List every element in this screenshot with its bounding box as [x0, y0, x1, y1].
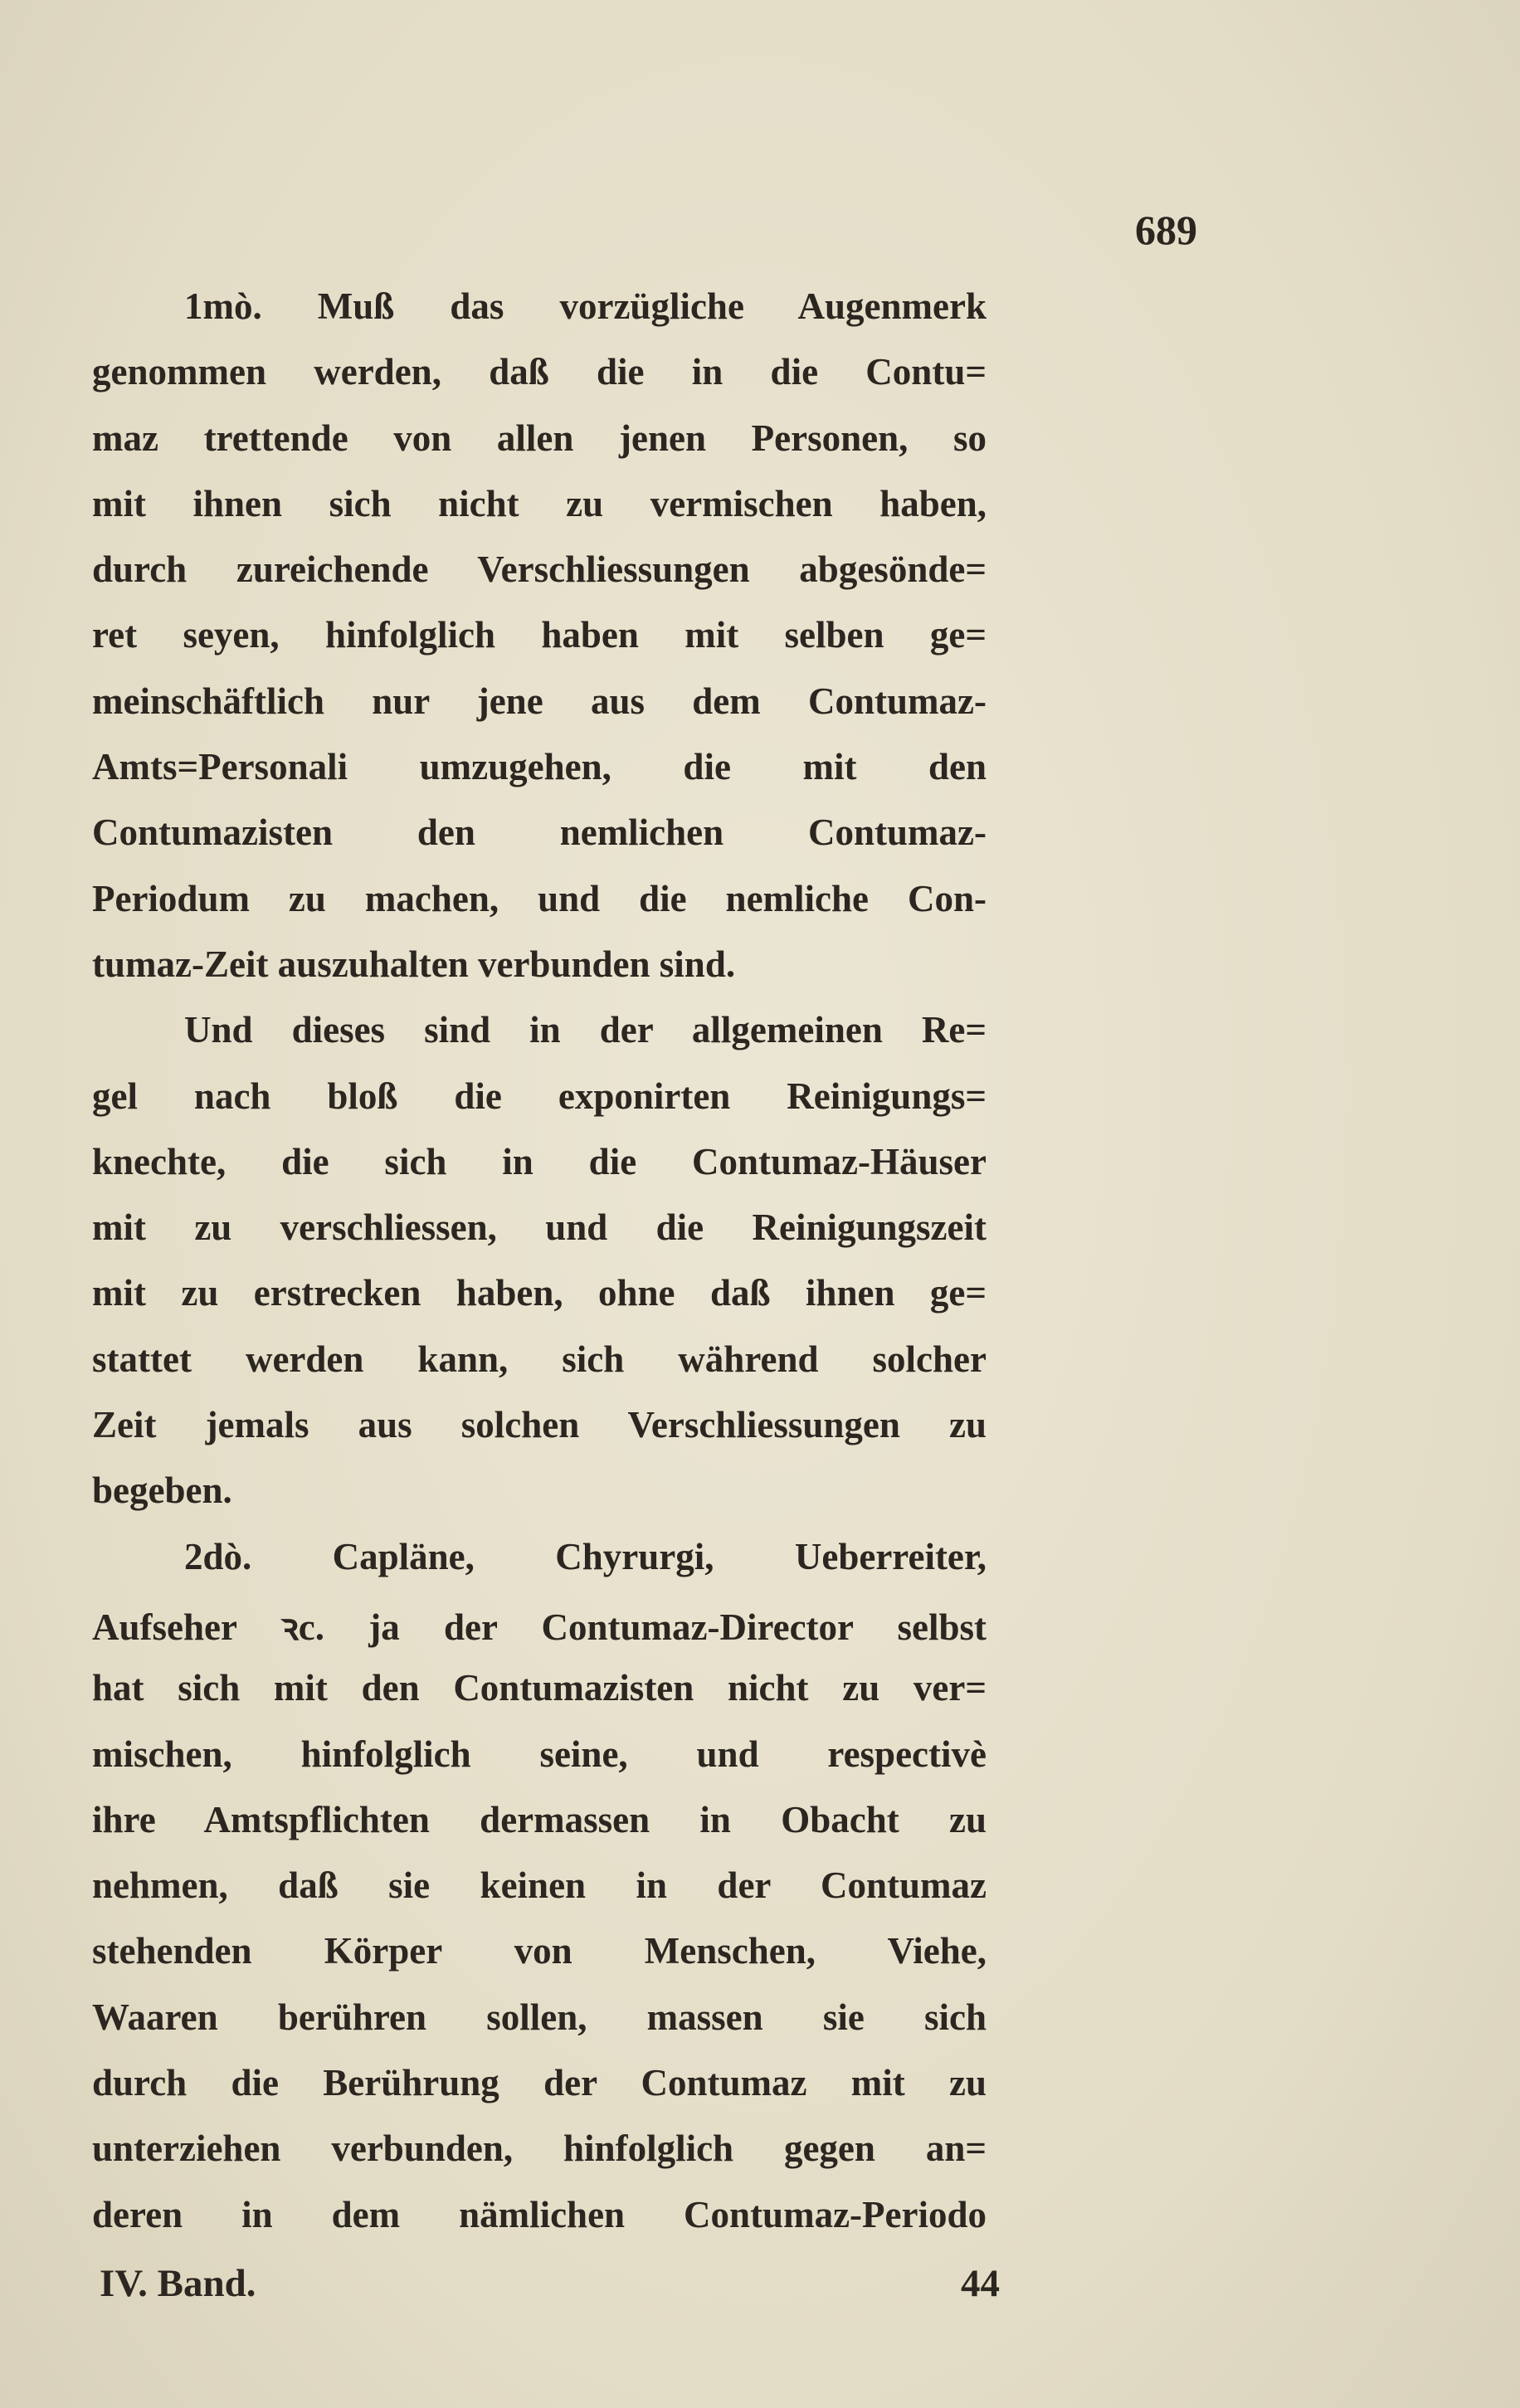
text-line: maz trettende von allen jenen Personen, so — [92, 417, 987, 459]
text-line: mit zu erstrecken haben, ohne daß ihnen ge= — [92, 1272, 987, 1314]
text-line: 1mò. Muß das vorzügliche Augenmerk — [184, 285, 987, 327]
text-line: durch die Berührung der Contumaz mit zu — [92, 2062, 987, 2104]
text-line: begeben. — [92, 1470, 232, 1512]
volume-label: IV. Band. — [100, 2262, 256, 2305]
text-line: durch zureichende Verschliessungen abgesönde= — [92, 548, 987, 591]
text-line: genommen werden, daß die in die Contu= — [92, 351, 987, 393]
text-line: hat sich mit den Contumazisten nicht zu ver= — [92, 1667, 987, 1709]
text-line: tumaz-Zeit auszuhalten verbunden sind. — [92, 943, 736, 985]
text-line: Contumazisten den nemlichen Contumaz- — [92, 812, 987, 854]
text-line: Amts=Personali umzugehen, die mit den — [92, 746, 987, 788]
page-body — [92, 285, 987, 2259]
page-number: 689 — [1135, 207, 1197, 253]
text-line: knechte, die sich in die Contumaz-Häuser — [92, 1140, 987, 1182]
text-line: deren in dem nämlichen Contumaz-Periodo — [92, 2193, 987, 2235]
text-line: meinschäftlich nur jene aus dem Contumaz- — [92, 680, 987, 722]
text-line: stattet werden kann, sich während solcher — [92, 1338, 987, 1380]
text-line: unterziehen verbunden, hinfolglich gegen an= — [92, 2128, 987, 2170]
text-line: gel nach bloß die exponirten Reinigungs= — [92, 1075, 987, 1117]
text-line: mischen, hinfolglich seine, und respectivè — [92, 1733, 987, 1775]
text-line: nehmen, daß sie keinen in der Contumaz — [92, 1864, 987, 1907]
text-line: Waaren berühren sollen, massen sie sich — [92, 1996, 987, 2038]
text-line: ihre Amtspflichten dermassen in Obacht zu — [92, 1798, 987, 1840]
text-line: stehenden Körper von Menschen, Viehe, — [92, 1930, 987, 1972]
text-line: Aufseher ꝛc. ja der Contumaz-Director selbst — [92, 1606, 987, 1648]
text-line: Und dieses sind in der allgemeinen Re= — [184, 1009, 987, 1051]
text-line: Zeit jemals aus solchen Verschliessungen zu — [92, 1404, 987, 1446]
text-line: mit zu verschliessen, und die Reinigungszeit — [92, 1206, 987, 1249]
text-line: 2dò. Capläne, Chyrurgi, Ueberreiter, — [184, 1535, 987, 1577]
page-footer — [100, 2261, 1000, 2306]
signature-mark: 44 — [961, 2262, 1000, 2305]
text-line: ret seyen, hinfolglich haben mit selben ge= — [92, 614, 987, 656]
text-line: mit ihnen sich nicht zu vermischen haben, — [92, 482, 987, 524]
text-line: Periodum zu machen, und die nemliche Con- — [92, 877, 987, 919]
